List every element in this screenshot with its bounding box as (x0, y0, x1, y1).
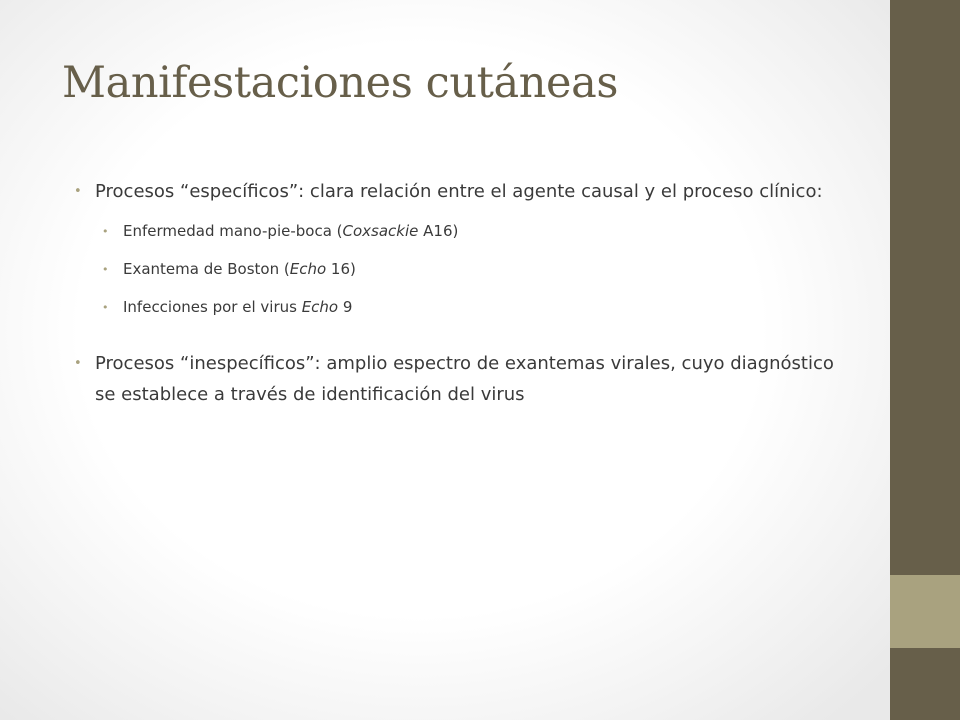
bullet-list (74, 176, 855, 410)
virus-name-italic: Echo (301, 298, 339, 316)
sub-bullet-text-pre: Exantema de Boston ( (123, 260, 290, 278)
sub-bullet-text-pre: Infecciones por el virus (123, 298, 302, 316)
sub-bullet-item (102, 297, 855, 318)
bullet-icon: • (102, 301, 109, 314)
bullet-icon: • (74, 356, 82, 371)
sub-bullet-text-post: 9 (338, 298, 353, 316)
bullet-text: Procesos “inespecíficos”: amplio espectro de exantemas virales, cuyo diagnóstico se establece a través de identificación del virus (95, 353, 834, 405)
sub-bullet-item (102, 259, 855, 280)
sub-bullet-list (95, 221, 855, 318)
sub-bullet-item (102, 221, 855, 242)
virus-name-italic: Echo (289, 260, 327, 278)
decorative-sidebar (890, 0, 960, 720)
bullet-icon: • (74, 184, 82, 199)
bullet-icon: • (102, 225, 109, 238)
bullet-item-especificos (74, 176, 855, 318)
bullet-icon: • (102, 263, 109, 276)
sub-bullet-text-post: A16) (418, 222, 459, 240)
virus-name-italic: Coxsackie (342, 222, 419, 240)
sub-bullet-text-post: 16) (326, 260, 356, 278)
decorative-sidebar-band (890, 575, 960, 648)
slide-title: Manifestaciones cutáneas (62, 58, 618, 108)
bullet-item-inespecificos (74, 348, 855, 410)
sub-bullet-text-pre: Enfermedad mano-pie-boca ( (123, 222, 343, 240)
bullet-text: Procesos “específicos”: clara relación entre el agente causal y el proceso clínico: (95, 181, 823, 202)
